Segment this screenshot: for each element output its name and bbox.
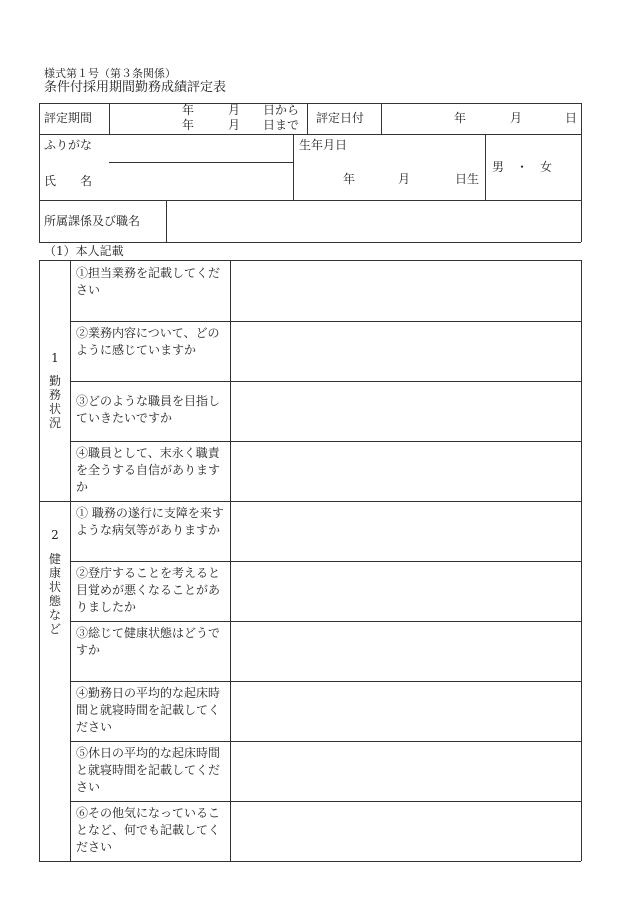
furigana-label: ふりがな <box>44 138 93 152</box>
question-2-2: ②登庁することを考えると目覚めが悪くなることがありましたか <box>76 566 221 614</box>
question-1-1: ①担当業務を記載してください <box>76 266 221 297</box>
answer-1-1[interactable] <box>232 262 579 319</box>
period-from-month: 月 <box>228 103 241 117</box>
birth-day: 日生 <box>455 172 480 186</box>
section-label: （1）本人記載 <box>44 244 124 258</box>
answer-2-6[interactable] <box>232 803 579 859</box>
form-title: 条件付採用期間勤務成績評定表 <box>44 80 227 95</box>
answer-2-3[interactable] <box>232 623 579 679</box>
period-from-day: 日から <box>263 103 300 117</box>
department-input[interactable] <box>168 202 579 240</box>
category-1-title: 勤務状況 <box>48 374 61 430</box>
question-2-3: ③総じて健康状態はどうですか <box>76 626 221 657</box>
category-2-number: 2 <box>51 528 59 542</box>
eval-date-year: 年 <box>454 111 467 125</box>
question-2-5: ⑤休日の平均的な起床時間と就寝時間を記載してください <box>76 746 221 794</box>
category-1-number: 1 <box>51 351 59 365</box>
question-1-3: ③どのような職員を目指していきたいですか <box>76 394 221 425</box>
answer-2-5[interactable] <box>232 743 579 799</box>
department-label: 所属課係及び職名 <box>44 214 141 228</box>
question-1-4: ④職員として、末永く職責を全うする自信がありますか <box>76 446 221 494</box>
eval-date-day: 日 <box>565 111 578 125</box>
period-from-year: 年 <box>182 103 195 117</box>
period-to-year: 年 <box>182 118 195 132</box>
answer-1-3[interactable] <box>232 383 579 439</box>
answer-2-1[interactable] <box>232 503 579 559</box>
period-to-day: 日まで <box>263 118 300 132</box>
birth-month: 月 <box>398 172 411 186</box>
birthdate-label: 生年月日 <box>299 138 348 152</box>
answer-1-2[interactable] <box>232 323 579 379</box>
name-label: 氏 名 <box>44 174 93 188</box>
question-2-1: ① 職務の遂行に支障を来すような病気等がありますか <box>76 506 224 537</box>
gender-selector[interactable]: 男 ・ 女 <box>492 160 553 174</box>
period-to-month: 月 <box>228 118 241 132</box>
eval-period-label: 評定期間 <box>44 111 93 125</box>
question-2-6: ⑥その他気になっていることなど、何でも記載してください <box>76 806 221 854</box>
birth-year: 年 <box>343 172 356 186</box>
question-2-4: ④勤務日の平均的な起床時間と就寝時間を記載してください <box>76 686 221 734</box>
eval-date-month: 月 <box>510 111 523 125</box>
answer-1-4[interactable] <box>232 443 579 499</box>
form-number: 様式第１号（第３条関係） <box>44 67 176 80</box>
eval-date-label: 評定日付 <box>316 111 365 125</box>
answer-2-4[interactable] <box>232 683 579 739</box>
question-1-2: ②業務内容について、どのように感じていますか <box>76 326 220 357</box>
answer-2-2[interactable] <box>232 563 579 619</box>
category-2-title: 健康状態など <box>48 552 61 636</box>
